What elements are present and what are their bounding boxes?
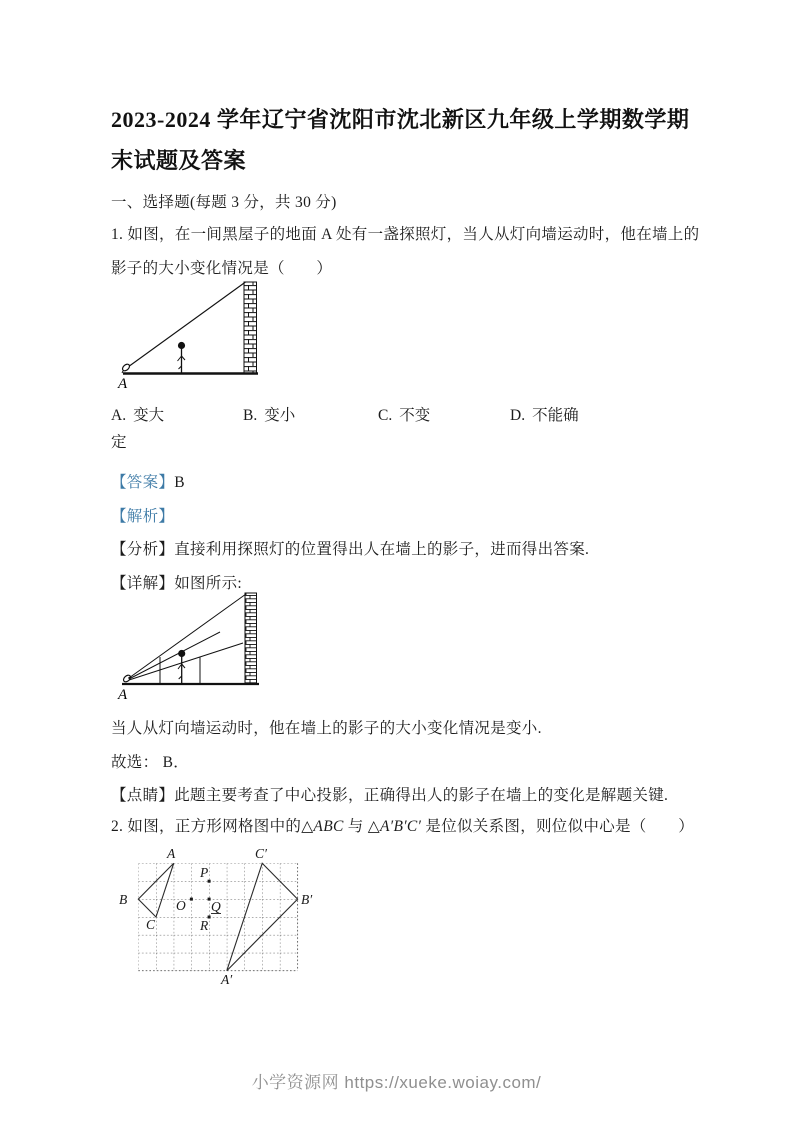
analysis-heading: 【解析】 bbox=[111, 508, 175, 525]
wall-brick bbox=[245, 593, 257, 684]
answer-line bbox=[111, 466, 185, 500]
section-heading: 一、选择题(每题 3 分，共 30 分) bbox=[111, 194, 337, 211]
person-figure bbox=[178, 342, 186, 373]
q1-options-row bbox=[111, 403, 731, 465]
label-p: P bbox=[200, 865, 209, 880]
figure-searchlight-1 bbox=[112, 276, 262, 394]
choice-text: 故选： B． bbox=[111, 754, 190, 771]
point-a-label: A bbox=[118, 687, 128, 703]
answer-value: B bbox=[174, 474, 185, 491]
label-q: Q bbox=[211, 899, 221, 914]
light-ray-top bbox=[129, 594, 246, 678]
lamp-icon bbox=[121, 363, 130, 373]
option-d: D. 不能确 bbox=[510, 407, 579, 424]
label-o: O bbox=[176, 898, 186, 913]
point-a-label: A bbox=[118, 376, 128, 392]
analysis-text: 【分析】直接利用探照灯的位置得出人在墙上的影子，进而得出答案. bbox=[111, 541, 590, 558]
figure-searchlight-2 bbox=[112, 588, 264, 703]
conclusion-text: 当人从灯向墙运动时，他在墙上的影子的大小变化情况是变小. bbox=[111, 720, 542, 737]
point-o-dot bbox=[190, 898, 193, 901]
page-title: 2023-2024 学年辽宁省沈阳市沈北新区九年级上学期数学期末试题及答案 bbox=[111, 107, 690, 173]
label-a: A bbox=[167, 846, 176, 861]
label-b2: B′ bbox=[301, 892, 313, 907]
footer-site-link[interactable]: 小学资源网 https://xueke.woiay.com/ bbox=[251, 1073, 542, 1092]
question-1-text: 1. 如图，在一间黑屋子的地面 A 处有一盏探照灯，当人从灯向墙运动时，他在墙上的影子的大小变化情况是（ ） bbox=[111, 226, 700, 277]
site-footer bbox=[0, 1068, 793, 1093]
lamp-icon bbox=[122, 674, 131, 683]
figure-grid-triangles bbox=[105, 843, 317, 993]
point-p-dot bbox=[208, 880, 211, 883]
label-c2: C′ bbox=[255, 846, 267, 861]
light-ray-middle bbox=[129, 632, 220, 679]
light-ray-low bbox=[129, 643, 243, 680]
light-ray bbox=[128, 282, 246, 367]
label-r: R bbox=[200, 918, 209, 933]
person-figure bbox=[178, 650, 185, 684]
detail-text: 【详解】如图所示: bbox=[111, 575, 243, 592]
label-b: B bbox=[119, 892, 128, 907]
wall-brick bbox=[244, 282, 257, 374]
option-b: B. 变小 bbox=[243, 407, 296, 424]
option-d-wrapped-char: 定 bbox=[111, 434, 127, 451]
option-c: C. 不变 bbox=[378, 407, 431, 424]
dotted-grid bbox=[138, 863, 297, 970]
question-2-text: 2. 如图，正方形网格图中的△ABC 与 △A′B′C′ 是位似关系图，则位似中心是（ ） bbox=[111, 818, 695, 835]
math-triangle-a2b2c2: △A′B′C′ bbox=[367, 818, 422, 835]
label-c: C bbox=[146, 917, 156, 932]
note-text: 【点睛】此题主要考查了中心投影，正确得出人的影子在墙上的变化是解题关键. bbox=[111, 787, 669, 804]
label-a2: A′ bbox=[221, 972, 233, 987]
option-a: A. 变大 bbox=[111, 407, 165, 424]
math-triangle-abc: △ABC bbox=[301, 818, 344, 835]
answer-label: 【答案】 bbox=[111, 474, 175, 491]
